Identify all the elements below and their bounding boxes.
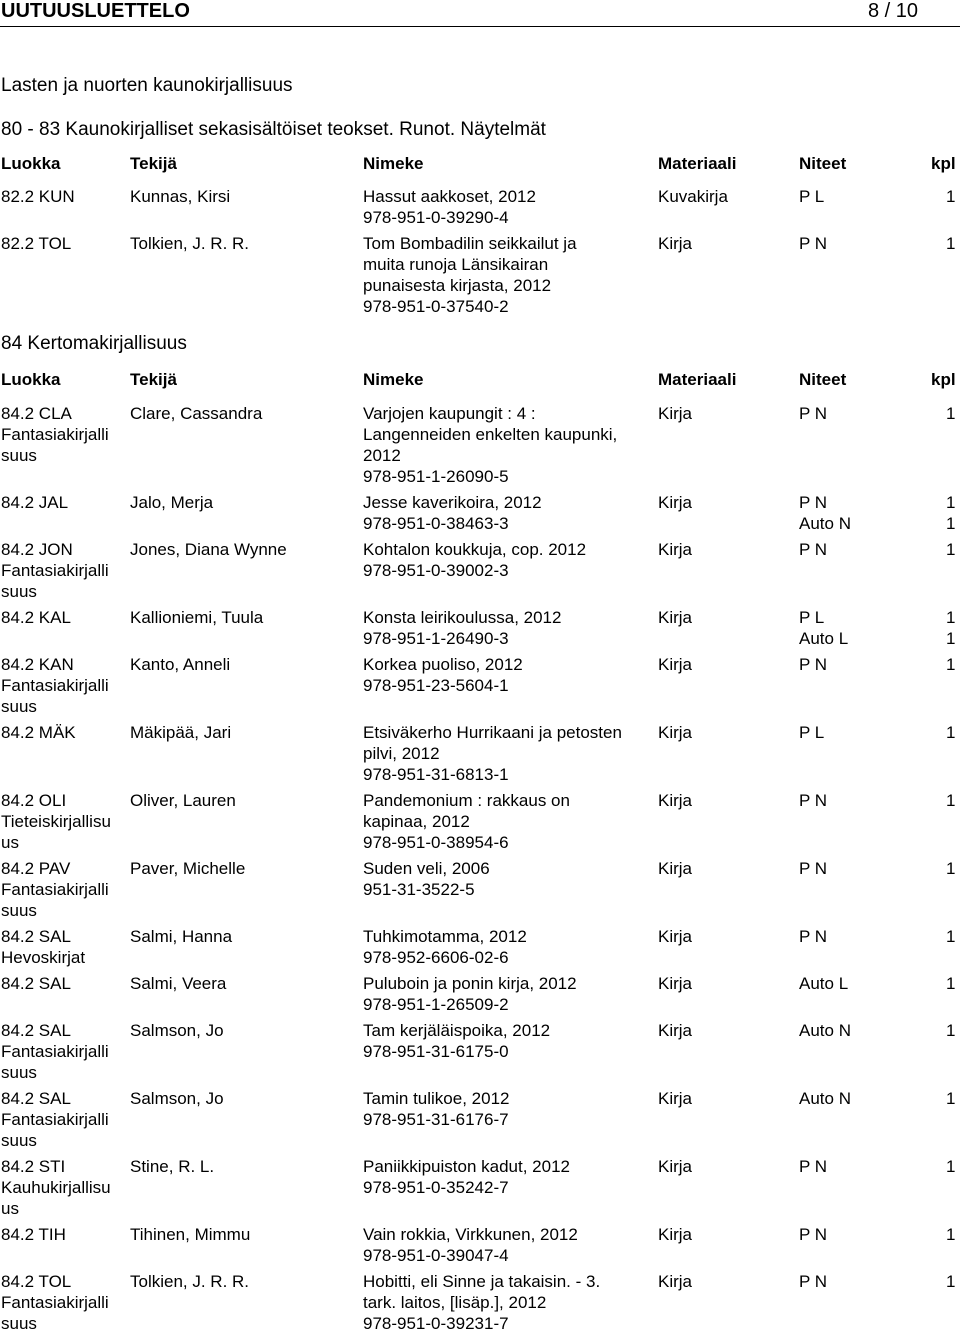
nimeke-text: Langenneiden enkelten kaupunki, bbox=[363, 425, 618, 444]
nimeke-text: punaisesta kirjasta, 2012 bbox=[363, 276, 552, 295]
tekija-text: Paver, Michelle bbox=[130, 859, 246, 878]
luokka-text: Fantasiakirjalli bbox=[1, 1042, 109, 1061]
tekija-cell bbox=[130, 1088, 224, 1109]
tekija-cell bbox=[130, 973, 226, 994]
luokka-text: 84.2 PAV bbox=[1, 859, 71, 878]
kpl-text: 1 bbox=[946, 974, 956, 993]
nimeke-text: Konsta leirikoulussa, 2012 bbox=[363, 608, 562, 627]
tekija-text: Salmson, Jo bbox=[130, 1089, 224, 1108]
nimeke-text: pilvi, 2012 bbox=[363, 744, 440, 763]
tekija-cell bbox=[130, 926, 232, 947]
nimeke-cell bbox=[363, 858, 649, 900]
niteet-cell bbox=[799, 858, 827, 879]
nimeke-text: Vain rokkia, Virkkunen, 2012 bbox=[363, 1225, 578, 1244]
kpl-text: 1 bbox=[946, 608, 956, 627]
luokka-text: 84.2 TOL bbox=[1, 1272, 72, 1291]
nimeke-cell bbox=[363, 1088, 649, 1130]
tekija-text: Tihinen, Mimmu bbox=[130, 1225, 251, 1244]
tekija-text: Salmson, Jo bbox=[130, 1021, 224, 1040]
materiaali-text: Kirja bbox=[658, 234, 693, 253]
luokka-text: 84.2 JAL bbox=[1, 493, 69, 512]
tekija-text: Salmi, Veera bbox=[130, 974, 227, 993]
niteet-text: P L bbox=[799, 723, 825, 742]
materiaali-text: Kirja bbox=[658, 974, 693, 993]
luokka-cell bbox=[1, 1224, 126, 1245]
kpl-cell bbox=[946, 539, 955, 560]
kpl-text: 1 bbox=[946, 234, 956, 253]
luokka-cell bbox=[1, 722, 126, 743]
niteet-text: P L bbox=[799, 608, 825, 627]
materiaali-cell bbox=[658, 858, 692, 879]
luokka-cell bbox=[1, 973, 126, 994]
kpl-cell bbox=[946, 722, 955, 743]
kpl-cell bbox=[946, 1271, 955, 1292]
column-header-kpl: kpl bbox=[931, 154, 956, 173]
luokka-text: 84.2 KAN bbox=[1, 655, 74, 674]
kpl-text: 1 bbox=[946, 1225, 956, 1244]
header-rule bbox=[0, 26, 960, 27]
nimeke-cell bbox=[363, 1224, 649, 1266]
nimeke-text: Korkea puoliso, 2012 bbox=[363, 655, 523, 674]
luokka-cell bbox=[1, 186, 126, 207]
luokka-text: 84.2 JON bbox=[1, 540, 73, 559]
materiaali-cell bbox=[658, 1020, 692, 1041]
kpl-text: 1 bbox=[946, 1272, 956, 1291]
kpl-cell bbox=[946, 403, 955, 424]
nimeke-cell bbox=[363, 654, 649, 696]
tekija-cell bbox=[130, 654, 230, 675]
luokka-text: suus bbox=[1, 697, 37, 716]
niteet-text: P N bbox=[799, 1225, 828, 1244]
niteet-cell bbox=[799, 926, 827, 947]
luokka-text: 84.2 KAL bbox=[1, 608, 71, 627]
kpl-text: 1 bbox=[946, 1089, 956, 1108]
kpl-text: 1 bbox=[946, 791, 956, 810]
nimeke-text: 978-951-23-5604-1 bbox=[363, 676, 509, 695]
materiaali-cell bbox=[658, 186, 728, 207]
column-header-niteet: Niteet bbox=[799, 154, 847, 173]
luokka-text: 84.2 CLA bbox=[1, 404, 72, 423]
niteet-cell bbox=[799, 539, 827, 560]
kpl-cell bbox=[946, 973, 955, 994]
nimeke-cell bbox=[363, 722, 649, 785]
materiaali-text: Kirja bbox=[658, 723, 693, 742]
tekija-text: Jones, Diana Wynne bbox=[130, 540, 287, 559]
luokka-text: Fantasiakirjalli bbox=[1, 425, 109, 444]
tekija-cell bbox=[130, 186, 230, 207]
luokka-cell bbox=[1, 1156, 126, 1219]
luokka-cell bbox=[1, 1088, 126, 1151]
luokka-text: 84.2 MÄK bbox=[1, 723, 76, 742]
materiaali-cell bbox=[658, 1224, 692, 1245]
nimeke-text: Etsiväkerho Hurrikaani ja petosten bbox=[363, 723, 622, 742]
nimeke-text: Tamin tulikoe, 2012 bbox=[363, 1089, 510, 1108]
nimeke-text: Jesse kaverikoira, 2012 bbox=[363, 493, 542, 512]
materiaali-cell bbox=[658, 492, 692, 513]
kpl-text: 1 bbox=[946, 927, 956, 946]
tekija-cell bbox=[130, 858, 245, 879]
luokka-text: Fantasiakirjalli bbox=[1, 676, 109, 695]
niteet-text: Auto N bbox=[799, 1089, 851, 1108]
materiaali-cell bbox=[658, 607, 692, 628]
materiaali-cell bbox=[658, 233, 692, 254]
luokka-cell bbox=[1, 233, 126, 254]
luokka-cell bbox=[1, 403, 126, 466]
materiaali-text: Kirja bbox=[658, 608, 693, 627]
tekija-cell bbox=[130, 539, 287, 560]
luokka-text: 84.2 OLI bbox=[1, 791, 67, 810]
tekija-cell bbox=[130, 1020, 224, 1041]
kpl-text: 1 bbox=[946, 859, 956, 878]
kpl-cell bbox=[946, 1224, 955, 1245]
column-header-luokka: Luokka bbox=[1, 154, 61, 173]
luokka-text: Tieteiskirjallisu bbox=[1, 812, 111, 831]
niteet-cell bbox=[799, 1156, 827, 1177]
nimeke-text: 978-951-1-26090-5 bbox=[363, 467, 509, 486]
nimeke-text: 2012 bbox=[363, 446, 401, 465]
nimeke-text: 951-31-3522-5 bbox=[363, 880, 475, 899]
kpl-cell bbox=[946, 654, 955, 675]
niteet-text: P N bbox=[799, 234, 828, 253]
nimeke-text: Tom Bombadilin seikkailut ja bbox=[363, 234, 577, 253]
nimeke-text: Tam kerjäläispoika, 2012 bbox=[363, 1021, 551, 1040]
niteet-cell bbox=[799, 186, 824, 207]
page-number: 8 / 10 bbox=[867, 0, 918, 22]
nimeke-text: Varjojen kaupungit : 4 : bbox=[363, 404, 536, 423]
luokka-text: us bbox=[1, 833, 19, 852]
column-header-materiaali: Materiaali bbox=[658, 370, 737, 389]
tekija-cell bbox=[130, 1271, 249, 1292]
luokka-text: 84.2 SAL bbox=[1, 974, 71, 993]
materiaali-text: Kirja bbox=[658, 1021, 693, 1040]
materiaali-text: Kirja bbox=[658, 859, 693, 878]
nimeke-cell bbox=[363, 973, 649, 1015]
materiaali-text: Kirja bbox=[658, 1225, 693, 1244]
nimeke-cell bbox=[363, 233, 649, 317]
niteet-text: P N bbox=[799, 791, 828, 810]
column-header-materiaali: Materiaali bbox=[658, 154, 737, 173]
niteet-text: P N bbox=[799, 927, 828, 946]
materiaali-text: Kirja bbox=[658, 404, 693, 423]
kpl-text: 1 bbox=[946, 404, 956, 423]
niteet-text: P N bbox=[799, 404, 828, 423]
materiaali-text: Kirja bbox=[658, 493, 693, 512]
luokka-cell bbox=[1, 539, 126, 602]
kpl-text: 1 bbox=[946, 540, 956, 559]
kpl-text: 1 bbox=[946, 187, 956, 206]
tekija-text: Tolkien, J. R. R. bbox=[130, 1272, 250, 1291]
materiaali-cell bbox=[658, 790, 692, 811]
niteet-text: P N bbox=[799, 493, 828, 512]
document-title: UUTUUSLUETTELO bbox=[1, 0, 190, 22]
niteet-cell bbox=[799, 1224, 827, 1245]
nimeke-text: Kohtalon koukkuja, cop. 2012 bbox=[363, 540, 587, 559]
niteet-cell bbox=[799, 790, 827, 811]
materiaali-cell bbox=[658, 1156, 692, 1177]
nimeke-text: 978-951-0-39290-4 bbox=[363, 208, 509, 227]
luokka-text: Fantasiakirjalli bbox=[1, 1110, 109, 1129]
luokka-cell bbox=[1, 926, 126, 968]
niteet-cell bbox=[799, 722, 824, 743]
luokka-cell bbox=[1, 607, 126, 628]
tekija-cell bbox=[130, 1156, 214, 1177]
niteet-text: Auto L bbox=[799, 974, 849, 993]
tekija-text: Kanto, Anneli bbox=[130, 655, 231, 674]
kpl-cell bbox=[946, 1156, 955, 1177]
kpl-cell bbox=[946, 1020, 955, 1041]
niteet-cell bbox=[799, 403, 827, 424]
nimeke-text: Pandemonium : rakkaus on bbox=[363, 791, 570, 810]
luokka-cell bbox=[1, 790, 126, 853]
materiaali-text: Kirja bbox=[658, 1272, 693, 1291]
kpl-cell bbox=[946, 492, 955, 534]
luokka-text: Kauhukirjallisu bbox=[1, 1178, 111, 1197]
kpl-cell bbox=[946, 186, 955, 207]
nimeke-cell bbox=[363, 492, 649, 534]
luokka-text: 84.2 STI bbox=[1, 1157, 66, 1176]
tekija-cell bbox=[130, 722, 231, 743]
nimeke-cell bbox=[363, 926, 649, 968]
niteet-text: Auto L bbox=[799, 629, 849, 648]
column-header-niteet: Niteet bbox=[799, 370, 847, 389]
nimeke-cell bbox=[363, 607, 649, 649]
niteet-text: Auto N bbox=[799, 514, 851, 533]
kpl-text: 1 bbox=[946, 1157, 956, 1176]
luokka-text: Hevoskirjat bbox=[1, 948, 86, 967]
luokka-text: suus bbox=[1, 582, 37, 601]
nimeke-text: 978-951-31-6175-0 bbox=[363, 1042, 509, 1061]
tekija-text: Mäkipää, Jari bbox=[130, 723, 232, 742]
materiaali-text: Kirja bbox=[658, 927, 693, 946]
materiaali-cell bbox=[658, 654, 692, 675]
luokka-cell bbox=[1, 1271, 126, 1334]
materiaali-cell bbox=[658, 403, 692, 424]
materiaali-text: Kirja bbox=[658, 655, 693, 674]
tekija-text: Clare, Cassandra bbox=[130, 404, 263, 423]
niteet-cell bbox=[799, 654, 827, 675]
luokka-text: 84.2 TIH bbox=[1, 1225, 66, 1244]
tekija-text: Salmi, Hanna bbox=[130, 927, 233, 946]
niteet-text: P N bbox=[799, 540, 828, 559]
niteet-cell bbox=[799, 492, 851, 534]
nimeke-text: 978-951-0-39231-7 bbox=[363, 1314, 509, 1333]
materiaali-text: Kirja bbox=[658, 1089, 693, 1108]
kpl-text: 1 bbox=[946, 629, 956, 648]
materiaali-cell bbox=[658, 722, 692, 743]
materiaali-cell bbox=[658, 1088, 692, 1109]
nimeke-text: 978-951-0-38463-3 bbox=[363, 514, 509, 533]
tekija-cell bbox=[130, 607, 263, 628]
main-heading: Lasten ja nuorten kaunokirjallisuus bbox=[1, 75, 293, 96]
column-header-luokka: Luokka bbox=[1, 370, 61, 389]
luokka-text: suus bbox=[1, 901, 37, 920]
luokka-text: Fantasiakirjalli bbox=[1, 880, 109, 899]
materiaali-cell bbox=[658, 539, 692, 560]
kpl-text: 1 bbox=[946, 1021, 956, 1040]
luokka-cell bbox=[1, 858, 126, 921]
niteet-text: Auto N bbox=[799, 1021, 851, 1040]
nimeke-text: 978-951-0-39047-4 bbox=[363, 1246, 509, 1265]
nimeke-text: muita runoja Länsikairan bbox=[363, 255, 549, 274]
nimeke-text: tark. laitos, [lisäp.], 2012 bbox=[363, 1293, 547, 1312]
tekija-text: Jalo, Merja bbox=[130, 493, 214, 512]
luokka-text: 82.2 TOL bbox=[1, 234, 72, 253]
luokka-text: us bbox=[1, 1199, 19, 1218]
tekija-text: Tolkien, J. R. R. bbox=[130, 234, 250, 253]
nimeke-text: kapinaa, 2012 bbox=[363, 812, 470, 831]
kpl-text: 1 bbox=[946, 514, 956, 533]
tekija-text: Oliver, Lauren bbox=[130, 791, 236, 810]
tekija-text: Kunnas, Kirsi bbox=[130, 187, 231, 206]
nimeke-text: 978-951-0-39002-3 bbox=[363, 561, 509, 580]
kpl-cell bbox=[946, 926, 955, 947]
nimeke-cell bbox=[363, 186, 649, 228]
tekija-text: Stine, R. L. bbox=[130, 1157, 215, 1176]
nimeke-text: Tuhkimotamma, 2012 bbox=[363, 927, 527, 946]
materiaali-text: Kirja bbox=[658, 1157, 693, 1176]
materiaali-text: Kuvakirja bbox=[658, 187, 728, 206]
kpl-cell bbox=[946, 233, 955, 254]
kpl-text: 1 bbox=[946, 655, 956, 674]
materiaali-cell bbox=[658, 1271, 692, 1292]
nimeke-text: Hassut aakkoset, 2012 bbox=[363, 187, 536, 206]
section-heading: 80 - 83 Kaunokirjalliset sekasisältöiset teokset. Runot. Näytelmät bbox=[1, 119, 546, 140]
nimeke-text: Hobitti, eli Sinne ja takaisin. - 3. bbox=[363, 1272, 601, 1291]
nimeke-text: Suden veli, 2006 bbox=[363, 859, 490, 878]
tekija-cell bbox=[130, 233, 249, 254]
luokka-text: suus bbox=[1, 1314, 37, 1333]
materiaali-text: Kirja bbox=[658, 540, 693, 559]
nimeke-cell bbox=[363, 1271, 649, 1334]
nimeke-text: 978-951-0-37540-2 bbox=[363, 297, 509, 316]
luokka-text: suus bbox=[1, 1063, 37, 1082]
kpl-text: 1 bbox=[946, 723, 956, 742]
luokka-text: Fantasiakirjalli bbox=[1, 561, 109, 580]
materiaali-text: Kirja bbox=[658, 791, 693, 810]
niteet-cell bbox=[799, 233, 827, 254]
luokka-text: 82.2 KUN bbox=[1, 187, 75, 206]
kpl-cell bbox=[946, 1088, 955, 1109]
niteet-text: P N bbox=[799, 655, 828, 674]
nimeke-text: 978-951-31-6176-7 bbox=[363, 1110, 509, 1129]
nimeke-text: 978-951-1-26509-2 bbox=[363, 995, 509, 1014]
tekija-cell bbox=[130, 403, 262, 424]
nimeke-text: 978-951-1-26490-3 bbox=[363, 629, 509, 648]
luokka-text: 84.2 SAL bbox=[1, 1089, 71, 1108]
column-header-kpl: kpl bbox=[931, 370, 956, 389]
niteet-cell bbox=[799, 1020, 851, 1041]
kpl-cell bbox=[946, 607, 955, 649]
kpl-cell bbox=[946, 858, 955, 879]
nimeke-text: 978-952-6606-02-6 bbox=[363, 948, 509, 967]
nimeke-cell bbox=[363, 1156, 649, 1198]
tekija-cell bbox=[130, 492, 213, 513]
column-header-nimeke: Nimeke bbox=[363, 370, 424, 389]
luokka-text: Fantasiakirjalli bbox=[1, 1293, 109, 1312]
nimeke-cell bbox=[363, 403, 649, 487]
nimeke-cell bbox=[363, 1020, 649, 1062]
luokka-text: 84.2 SAL bbox=[1, 1021, 71, 1040]
nimeke-cell bbox=[363, 539, 649, 581]
niteet-cell bbox=[799, 973, 848, 994]
kpl-text: 1 bbox=[946, 493, 956, 512]
niteet-cell bbox=[799, 607, 848, 649]
nimeke-text: 978-951-0-38954-6 bbox=[363, 833, 509, 852]
nimeke-text: 978-951-0-35242-7 bbox=[363, 1178, 509, 1197]
niteet-text: P N bbox=[799, 1157, 828, 1176]
luokka-text: suus bbox=[1, 446, 37, 465]
niteet-text: P N bbox=[799, 859, 828, 878]
materiaali-cell bbox=[658, 973, 692, 994]
nimeke-text: Paniikkipuiston kadut, 2012 bbox=[363, 1157, 570, 1176]
kpl-cell bbox=[946, 790, 955, 811]
niteet-cell bbox=[799, 1271, 827, 1292]
nimeke-cell bbox=[363, 790, 649, 853]
niteet-text: P L bbox=[799, 187, 825, 206]
section-heading: 84 Kertomakirjallisuus bbox=[1, 333, 187, 354]
luokka-text: 84.2 SAL bbox=[1, 927, 71, 946]
tekija-cell bbox=[130, 790, 236, 811]
tekija-cell bbox=[130, 1224, 250, 1245]
niteet-text: P N bbox=[799, 1272, 828, 1291]
luokka-text: suus bbox=[1, 1131, 37, 1150]
nimeke-text: Puluboin ja ponin kirja, 2012 bbox=[363, 974, 577, 993]
luokka-cell bbox=[1, 654, 126, 717]
luokka-cell bbox=[1, 1020, 126, 1083]
column-header-tekija: Tekijä bbox=[130, 154, 177, 173]
niteet-cell bbox=[799, 1088, 851, 1109]
tekija-text: Kallioniemi, Tuula bbox=[130, 608, 264, 627]
nimeke-text: 978-951-31-6813-1 bbox=[363, 765, 509, 784]
materiaali-cell bbox=[658, 926, 692, 947]
column-header-tekija: Tekijä bbox=[130, 370, 177, 389]
luokka-cell bbox=[1, 492, 126, 513]
column-header-nimeke: Nimeke bbox=[363, 154, 424, 173]
